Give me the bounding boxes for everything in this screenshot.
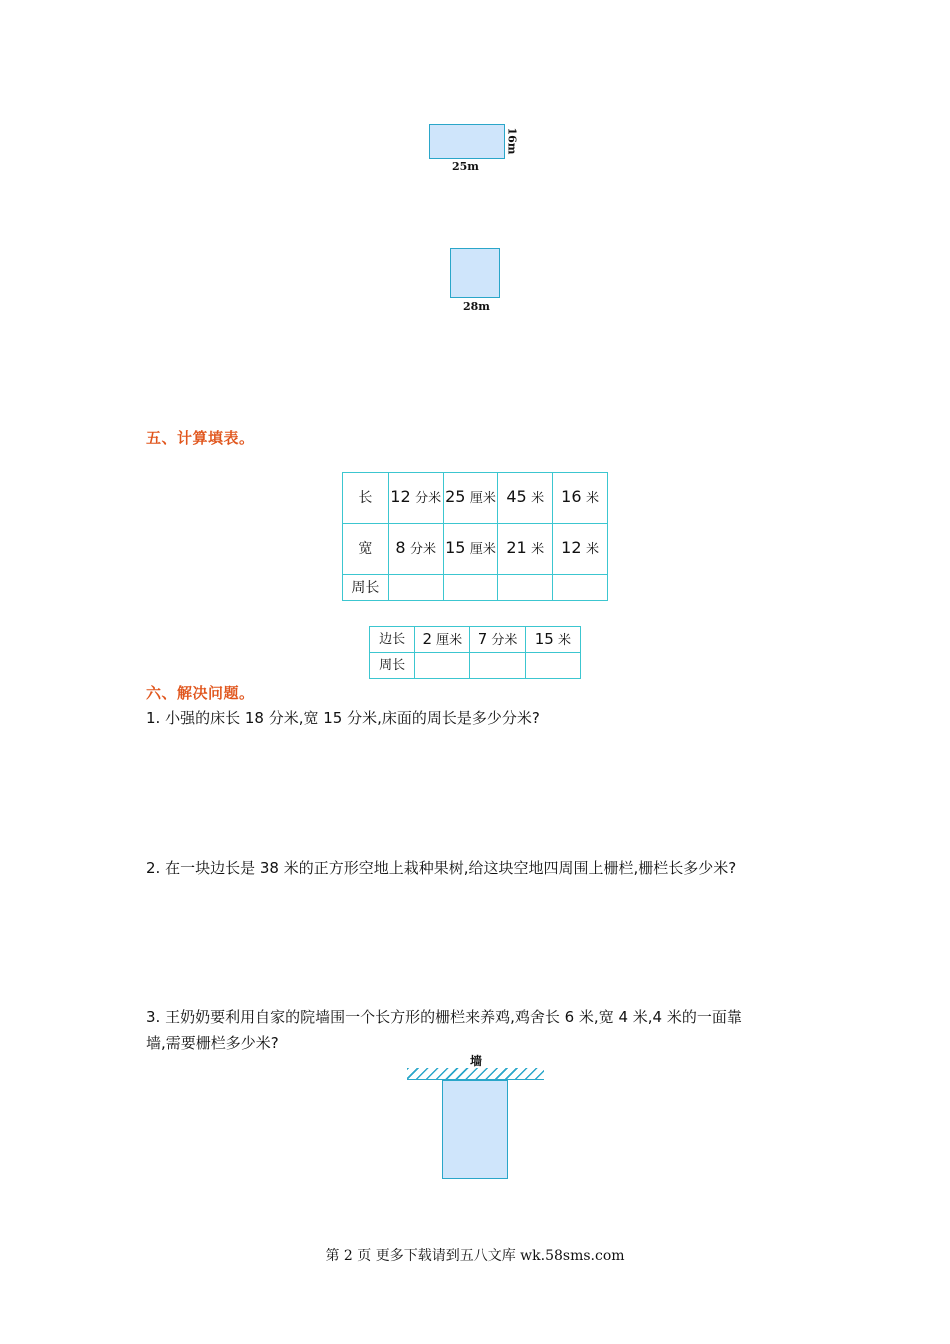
section-6-title: 六、解决问题。 [146,684,255,702]
table-cell: 21 米 [498,524,553,575]
question-3-line-2: 墙,需要栅栏多少米? [146,1034,279,1052]
table-row-head: 宽 [343,524,389,575]
rectangle-length-label: 25m [452,160,479,173]
table-row-head: 周长 [343,575,389,601]
table-cell: 2 厘米 [415,627,470,653]
table-cell: 15 厘米 [443,524,498,575]
table-cell: 12 米 [553,524,608,575]
wall-hatch [407,1068,544,1080]
rectangle-figure [429,124,505,159]
question-1: 1. 小强的床长 18 分米,宽 15 分米,床面的周长是多少分米? [146,709,540,727]
rectangle-perimeter-table [342,472,608,601]
table-row-head: 长 [343,473,389,524]
answer-cell[interactable] [443,575,498,601]
table-cell: 8 分米 [388,524,443,575]
answer-cell[interactable] [388,575,443,601]
answer-cell[interactable] [498,575,553,601]
table-row-head: 周长 [370,653,415,679]
square-side-label: 28m [463,300,490,313]
square-figure [450,248,500,298]
question-3-line-1: 3. 王奶奶要利用自家的院墙围一个长方形的栅栏来养鸡,鸡舍长 6 米,宽 4 米,4 米的一面靠 [146,1008,742,1026]
answer-cell[interactable] [553,575,608,601]
section-5-title: 五、计算填表。 [146,429,255,447]
chicken-coop-figure [442,1080,508,1179]
page-footer: 第 2 页 更多下载请到五八文库 wk.58sms.com [325,1248,625,1264]
square-perimeter-table [369,626,581,679]
table-cell: 16 米 [553,473,608,524]
table-cell: 45 米 [498,473,553,524]
wall-label: 墙 [470,1054,483,1068]
answer-cell[interactable] [525,653,580,679]
answer-cell[interactable] [470,653,525,679]
question-2: 2. 在一块边长是 38 米的正方形空地上栽种果树,给这块空地四周围上栅栏,栅栏长多少米? [146,859,737,877]
table-cell: 12 分米 [388,473,443,524]
rectangle-width-label: 16m [505,127,519,155]
table-cell: 25 厘米 [443,473,498,524]
answer-cell[interactable] [415,653,470,679]
table-cell: 7 分米 [470,627,525,653]
table-cell: 15 米 [525,627,580,653]
table-row-head: 边长 [370,627,415,653]
